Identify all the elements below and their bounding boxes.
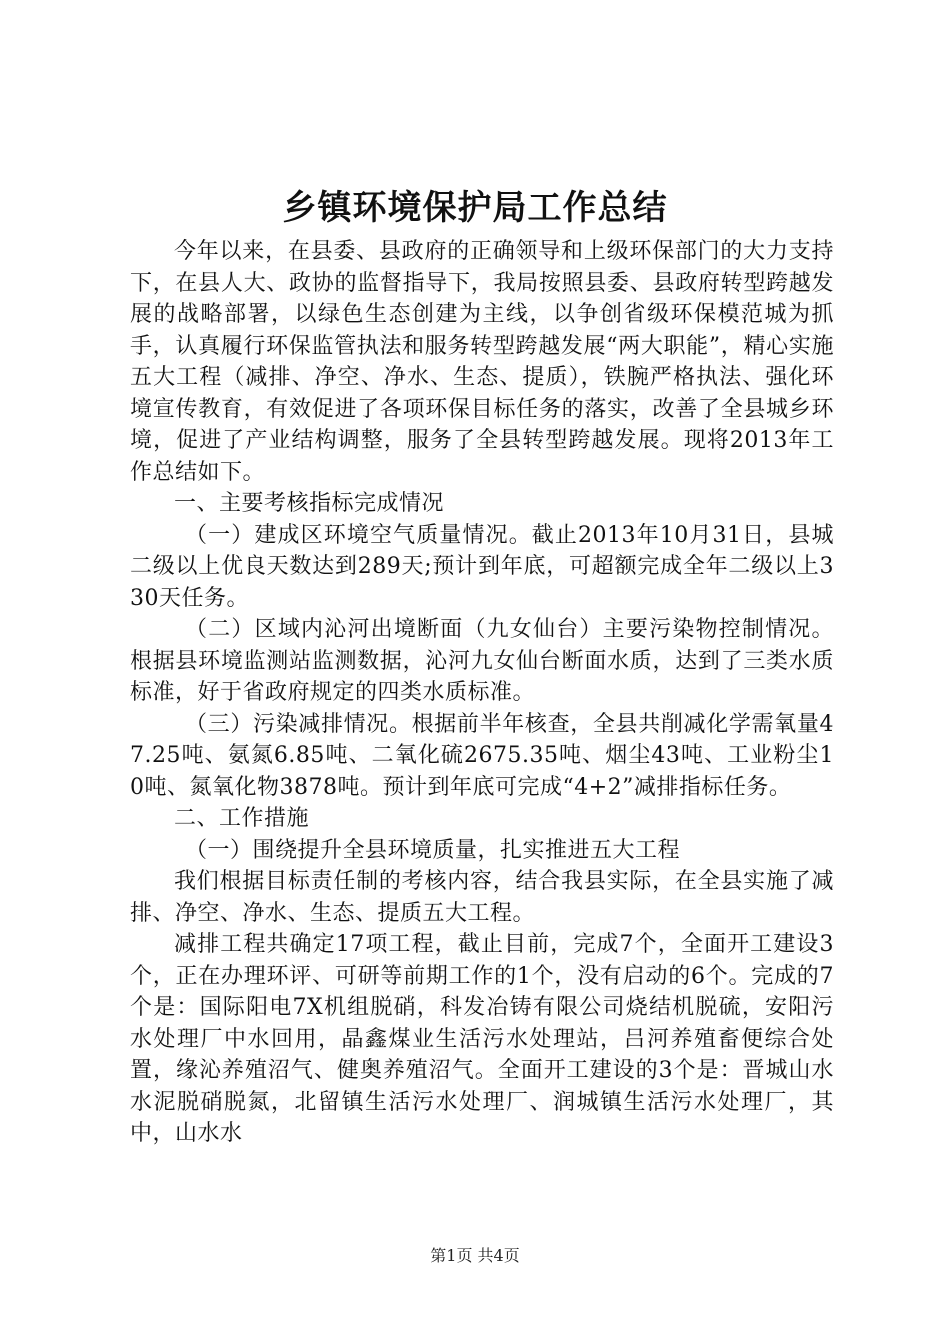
section-heading-1: 一、主要考核指标完成情况 xyxy=(174,491,445,516)
subsection-water-quality: （二）区域内沁河出境断面（九女仙台）主要污染物控制情况。根据县环境监测站监测数据，沁河九女仙台断面水质，达到了三类水质标准，好于省政府规定的四类水质标准。 xyxy=(130,617,834,705)
five-projects-paragraph: 我们根据目标责任制的考核内容，结合我县实际，在全县实施了减排、净空、净水、生态、提质五大工程。 xyxy=(130,869,834,926)
section-heading-2: 二、工作措施 xyxy=(174,806,310,831)
reduction-projects-paragraph: 减排工程共确定17项工程，截止目前，完成7个，全面开工建设3个，正在办理环评、可研等前期工作的1个，没有启动的6个。完成的7个是：国际阳电7X机组脱硝，科发冶铸有限公司烧结机脱硫，安阳污水处理厂中水回用，晶鑫煤业生活污水处理站，吕河养殖畜便综合处置，缘沁养殖沼气、健奥养殖沼气。全面开工建设的3个是：晋城山水水泥脱硝脱氮，北留镇生活污水处理厂、润城镇生活污水处理厂，其中，山水水 xyxy=(130,932,834,1146)
page-indicator: 第1页 共4页 xyxy=(430,1246,520,1265)
subsection-emission-reduction: （三）污染减排情况。根据前半年核查，全县共削减化学需氧量47.25吨、氨氮6.85吨、二氧化硫2675.35吨、烟尘43吨、工业粉尘10吨、氮氧化物3878吨。预计到年底可完成“4+2”减排指标任务。 xyxy=(130,711,834,800)
subsection-five-projects: （一）围绕提升全县环境质量，扎实推进五大工程 xyxy=(185,837,681,863)
subsection-air-quality: （一）建成区环境空气质量情况。截止2013年10月31日，县城二级以上优良天数达到289天;预计到年底，可超额完成全年二级以上330天任务。 xyxy=(130,522,834,611)
document-body xyxy=(130,236,834,1150)
intro-paragraph: 今年以来，在县委、县政府的正确领导和上级环保部门的大力支持下，在县人大、政协的监督指导下，我局按照县委、县政府转型跨越发展的战略部署，以绿色生态创建为主线，以争创省级环保模范城为抓手，认真履行环保监管执法和服务转型跨越发展“两大职能”，精心实施五大工程（减排、净空、净水、生态、提质），铁腕严格执法、强化环境宣传教育，有效促进了各项环保目标任务的落实，改善了全县城乡环境，促进了产业结构调整，服务了全县转型跨越发展。现将2013年工作总结如下。 xyxy=(130,239,834,485)
document-title: 乡镇环境保护局工作总结 xyxy=(282,188,668,228)
